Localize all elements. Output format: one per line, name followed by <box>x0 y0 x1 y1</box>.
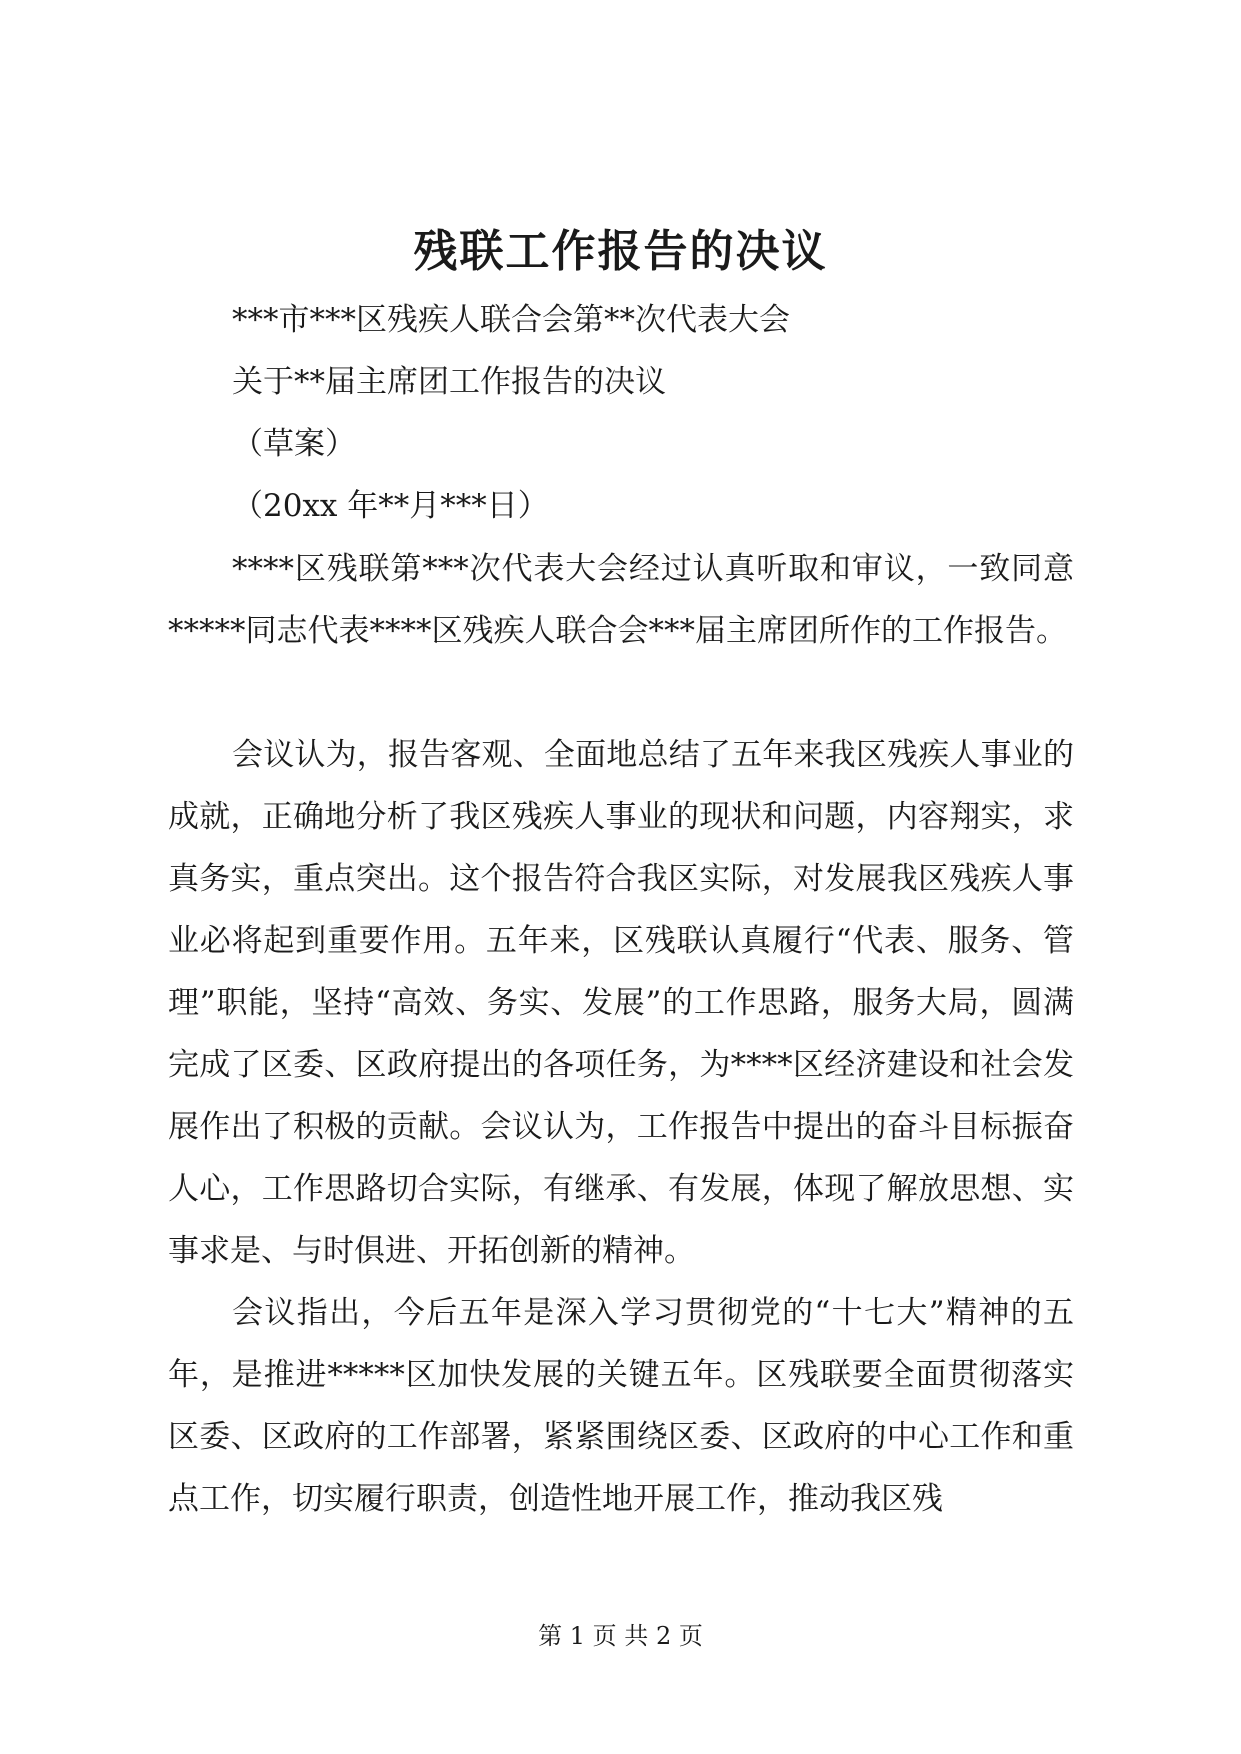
document-title: 残联工作报告的决议 <box>413 226 828 277</box>
paragraph-3: 会议指出，今后五年是深入学习贯彻党的“十七大”精神的五年，是推进*****区加快发展的关键五年。区残联要全面贯彻落实区委、区政府的工作部署，紧紧围绕区委、区政府的中心工作和重点工作，切实履行职责，创造性地开展工作，推动我区残 <box>168 1295 1074 1517</box>
paragraph-1: ****区残联第***次代表大会经过认真听取和审议，一致同意*****同志代表****区残疾人联合会***届主席团所作的工作报告。 <box>168 551 1074 649</box>
header-line-date: （20xx 年**月***日） <box>232 488 549 524</box>
header-line-draft: （草案） <box>232 426 356 462</box>
header-line-subject: 关于**届主席团工作报告的决议 <box>232 364 666 400</box>
page-footer: 第 1 页 共 2 页 <box>538 1622 703 1650</box>
paragraph-2: 会议认为，报告客观、全面地总结了五年来我区残疾人事业的成就，正确地分析了我区残疾人事业的现状和问题，内容翔实，求真务实，重点突出。这个报告符合我区实际，对发展我区残疾人事业必将起到重要作用。五年来，区残联认真履行“代表、服务、管理”职能，坚持“高效、务实、发展”的工作思路，服务大局，圆满完成了区委、区政府提出的各项任务，为****区经济建设和社会发展作出了积极的贡献。会议认为，工作报告中提出的奋斗目标振奋人心，工作思路切合实际，有继承、有发展，体现了解放思想、实事求是、与时俱进、开拓创新的精神。 <box>168 737 1074 1269</box>
header-line-organization: ***市***区残疾人联合会第**次代表大会 <box>232 302 790 338</box>
